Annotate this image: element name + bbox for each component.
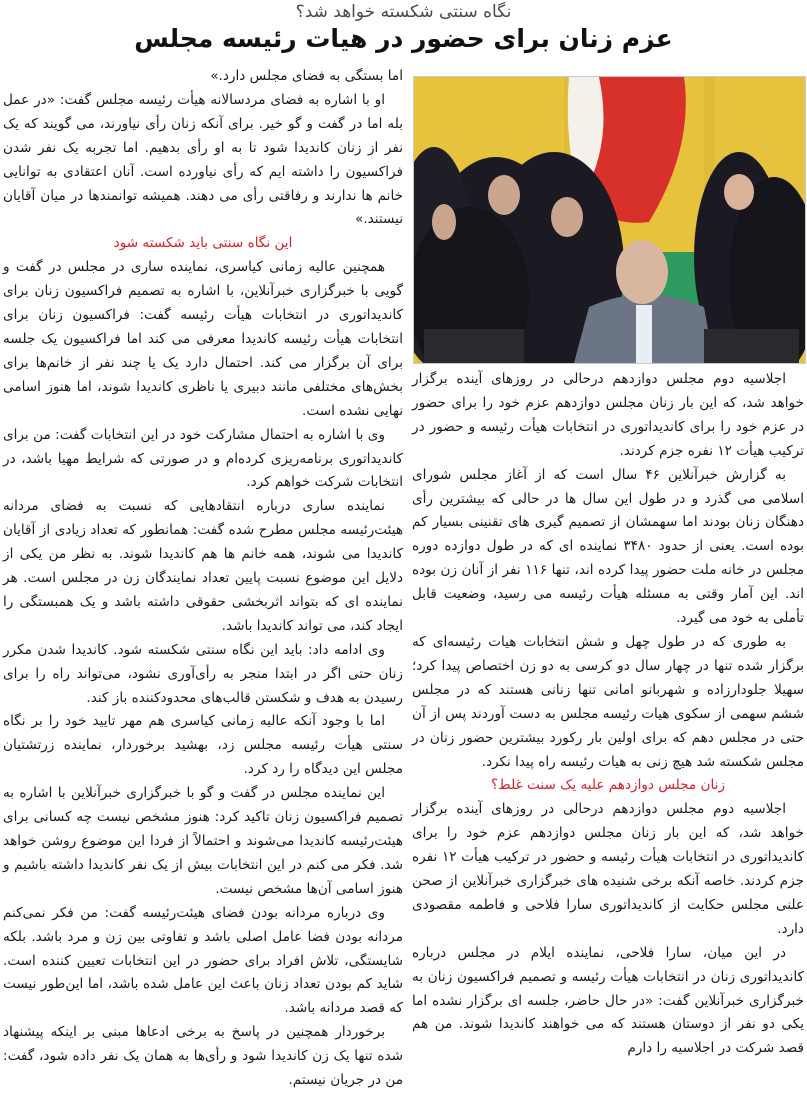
article-kicker: نگاه سنتی شکسته خواهد شد؟ [295,2,512,22]
parliament-photo-illustration [414,77,805,363]
paragraph: وی با اشاره به احتمال مشارکت خود در این انتخابات گفت: من برای کاندیداتوری برنامه‌ریزی کرده‌ام و در صورتی که شرایط مهیا باشد، در انتخابات شرکت خواهم کرد. [3,426,403,491]
article-photo [413,76,806,364]
paragraph: به طوری که در طول چهل و شش انتخابات هیات رئیسه‌ای که برگزار شده تنها در چهار سال دو کرسی به دو زن اختصاص پیدا کرد؛ سهیلا جلودارزاده و شهربانو امانی تنها زنانی هستند که در مجلس ششم سهمی از سکوی هیات رئیسه مجلس به دست آوردند پس از آن حتی در مجلس دهم که برای اولین بار رکورد بیشترین حضور زنان در مجلس شکسته شد هیچ زنی به هیات رئیسه راه پیدا نکرد. [412,633,804,770]
paragraph: وی ادامه داد: باید این نگاه سنتی شکسته شود. کاندیدا شدن مکرر زنان حتی اگر در ابتدا منجر به رأی‌آوری نشود، می‌تواند راه را برای رسیدن به هدف و شکستن قالب‌های محدودکننده باز کند. [3,641,403,706]
paragraph: اما با وجود آنکه عالیه زمانی کیاسری هم مهر تایید خود را بر نگاه سنتی هیأت رئیسه مجلس زد، بهشید برخوردار، نماینده زرتشتیان مجلس این دیدگاه را رد کرد. [3,713,403,778]
speaker-head [616,240,668,304]
paragraph: در این میان، سارا فلاحی، نماینده ایلام در مجلس درباره کاندیداتوری زنان در انتخابات هیأت رئیسه و تصمیم فراکسیون زنان به خبرگزاری خبرآنلاین گفت: «در حال حاضر، جلسه ای برگزار نشده اما یکی دو نفر از دوستان هستند که می خواهند کاندیدا شوند. من هم قصد شرکت در اجلاسیه را دارم [412,944,804,1057]
paragraph: برخوردار همچنین در پاسخ به برخی ادعاها مبنی بر اینکه پیشنهاد شده تنها یک زن کاندیدا شود و رأی‌ها به همان یک نفر داده شود، گفت: من در جریان نیستم. [3,1024,403,1089]
paragraph: اما بستگی به فضای مجلس دارد.» [210,68,403,84]
paragraph: همچنین عالیه زمانی کیاسری، نماینده ساری در مجلس در گفت و گویی با خبرگزاری خبرآنلاین، با اشاره به تصمیم فراکسیون زنان برای کاندیداتوری در انتخابات هیأت رئیسه گفت: فراکسیون زنان برای انتخابات هیأت رئیسه کاندیدا معرفی می کند اما فراکسیون یک جلسه برای آن برگزار می کند. احتمال دارد یک یا چند نفر از خانم‌ها برای بخش‌های مختلفی مانند دبیری یا ناظری کاندیدا شوند، اما هنوز اسامی نهایی نشده است. [3,259,403,419]
paragraph: اجلاسیه دوم مجلس دوازدهم درحالی در روزهای آینده برگزار خواهد شد، که این بار زنان مجلس دوازدهم عزم خود را برای کاندیداتوری در انتخابات هیأت رئیسه و حضور در ترکیب هیأت ۱۲ نفره جزم کردند. خاصه آنکه برخی شنیده های خبرگزاری خبرآنلاین از صحن علنی مجلس حکایت از کاندیداتوری سارا فلاحی و فاطمه مقصودی دارد. [412,801,804,937]
article-right-column [412,368,804,1061]
paragraph: اجلاسیه دوم مجلس دوازدهم درحالی در روزهای آینده برگزار خواهد شد، که این بار زنان مجلس دوازدهم عزم خود را برای حضور در عزم خود را برای کاندیداتوری در انتخابات هیأت رئیسه و حضور در ترکیب هیأت ۱۲ نفره جزم کردند. [412,371,804,459]
paragraph: این نماینده مجلس در گفت و گو با خبرگزاری خبرآنلاین با اشاره به تصمیم فراکسیون زنان تاکید کرد: هنوز مشخص نیست چه کسانی برای هیئت‌رئیسه کاندیدا می‌شوند و احتمالاً از فردا این موضوع روشن خواهد شد. فکر می کنم در این انتخابات بیش از یک نفر کاندیدا داشته باشیم و هنوز اسامی آن‌ها مشخص نیست. [3,785,403,897]
article-left-column [3,65,403,1093]
section-subhead: این نگاه سنتی باید شکسته شود [113,235,293,252]
article-headline: عزم زنان برای حضور در هیات رئیسه مجلس [134,24,673,53]
paragraph: وی درباره مردانه بودن فضای هیئت‌رئیسه گفت: من فکر نمی‌کنم مردانه بودن فضا عامل اصلی باشد و تفاوتی بین زن و مرد باشد. بلکه شایستگی، تلاش افراد برای حضور در این انتخابات تعیین کننده است. شاید کم بودن تعداد زنان باعث این عامل شده باشد، اما این‌طور نیست که قصد مردانه باشد. [3,904,403,1017]
paragraph: او با اشاره به فضای مردسالانه هیأت رئیسه مجلس گفت: «در عمل بله اما در گفت و گو خیر. برای آنکه زنان رأی نیاورند، می گویند که یک نفر از زنان کاندیدا شود تا به او رأی بدهیم. اما تجربه یک نفر شدن فراکسیون را داشته ایم که رأی نیاورده است. آنان اعتقادی به توانایی خانم ها ندارند و رفاقتی رأی می دهند. همیشه توانمندها در میان آقایان نیستند.» [3,91,403,228]
paragraph: نماینده ساری درباره انتقادهایی که نسبت به فضای مردانه هیئت‌رئیسه مجلس مطرح شده گفت: همانطور که تعداد زیادی از آقایان کاندیدا می شوند، همه خانم ها هم کاندیدا شوند. به نظر من یکی از دلایل این موضوع نسبت پایین تعداد نمایندگان زن در مجلس است. هر نماینده ای که بتواند اثربخشی حقوقی داشته باشد و یک همبستگی را ایجاد کند، می تواند کاندیدا باشد. [3,498,403,634]
paragraph: به گزارش خبرآنلاین ۴۶ سال است که از آغاز مجلس شورای اسلامی می گذرد و در طول این سال ها در حالی که بیشترین رأی دهنگان زنان بودند اما سهمشان از تصمیم گیری های تقنینی بسیار کم بوده است. یعنی از حدود ۳۴۸۰ نماینده ای که در طول دوازده دوره مجلس در خانه ملت حضور پیدا کرده اند، تنها ۱۱۶ نفر از آنان زن بوده اند. این آمار وقتی به مسئله هیأت رئیسه می رسید، وضعیت قابل تأملی به خود می گیرد. [412,466,804,627]
section-subhead: زنان مجلس دوازدهم علیه یک سنت غلط؟ [490,777,726,794]
